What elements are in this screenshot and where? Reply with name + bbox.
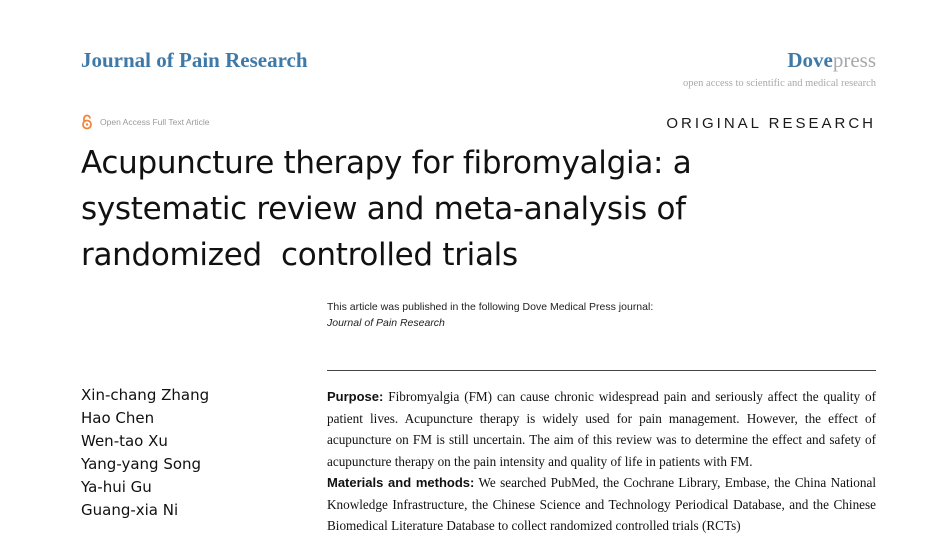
article-type: ORIGINAL RESEARCH [666, 115, 876, 132]
publication-note [327, 299, 653, 331]
open-access-lock-icon [81, 114, 93, 130]
abstract-methods-label: Materials and methods: [327, 475, 475, 490]
publisher-logo[interactable] [787, 48, 876, 73]
author-name[interactable]: Ya-hui Gu [81, 478, 152, 496]
author-name[interactable]: Xin-chang Zhang [81, 386, 210, 404]
publisher-logo-dove: Dove [787, 48, 833, 72]
open-access-label: Open Access Full Text Article [100, 117, 210, 127]
author-name[interactable]: Yang-yang Song [81, 455, 202, 473]
abstract [327, 386, 876, 537]
publisher-logo-press: press [832, 48, 876, 72]
abstract-methods [327, 472, 876, 537]
article-title: Acupuncture therapy for fibromyalgia: a systematic review and meta-analysis of randomized controlled trials [81, 145, 701, 273]
author-name[interactable]: Hao Chen [81, 409, 155, 427]
author-name[interactable]: Guang-xia Ni [81, 501, 179, 519]
publication-note-journal[interactable]: Journal of Pain Research [327, 317, 445, 329]
abstract-methods-text: We searched PubMed, the Cochrane Library, Embase, the China National Knowledge Infrastructure, the Chinese Science and Technology Periodical Database, and the Chinese Biomedical Literature Database to collect randomized controlled trials (RCTs) [327, 475, 876, 533]
divider [327, 370, 876, 371]
journal-title: Journal of Pain Research [81, 48, 308, 72]
abstract-purpose-text: Fibromyalgia (FM) can cause chronic widespread pain and seriously affect the quality of patient lives. Acupuncture therapy is widely used for pain management. However, the effect of acupuncture on FM is still uncertain. The aim of this review was to determine the effect and safety of acupuncture therapy on the pain intensity and quality of life in patients with FM. [327, 389, 876, 469]
open-access-badge [81, 114, 209, 130]
publication-note-text: This article was published in the following Dove Medical Press journal: [327, 301, 654, 313]
abstract-purpose [327, 386, 876, 472]
author-name[interactable]: Wen-tao Xu [81, 432, 168, 450]
abstract-purpose-label: Purpose: [327, 389, 384, 404]
author-list [81, 384, 209, 522]
publisher-tagline: open access to scientific and medical research [683, 78, 876, 89]
